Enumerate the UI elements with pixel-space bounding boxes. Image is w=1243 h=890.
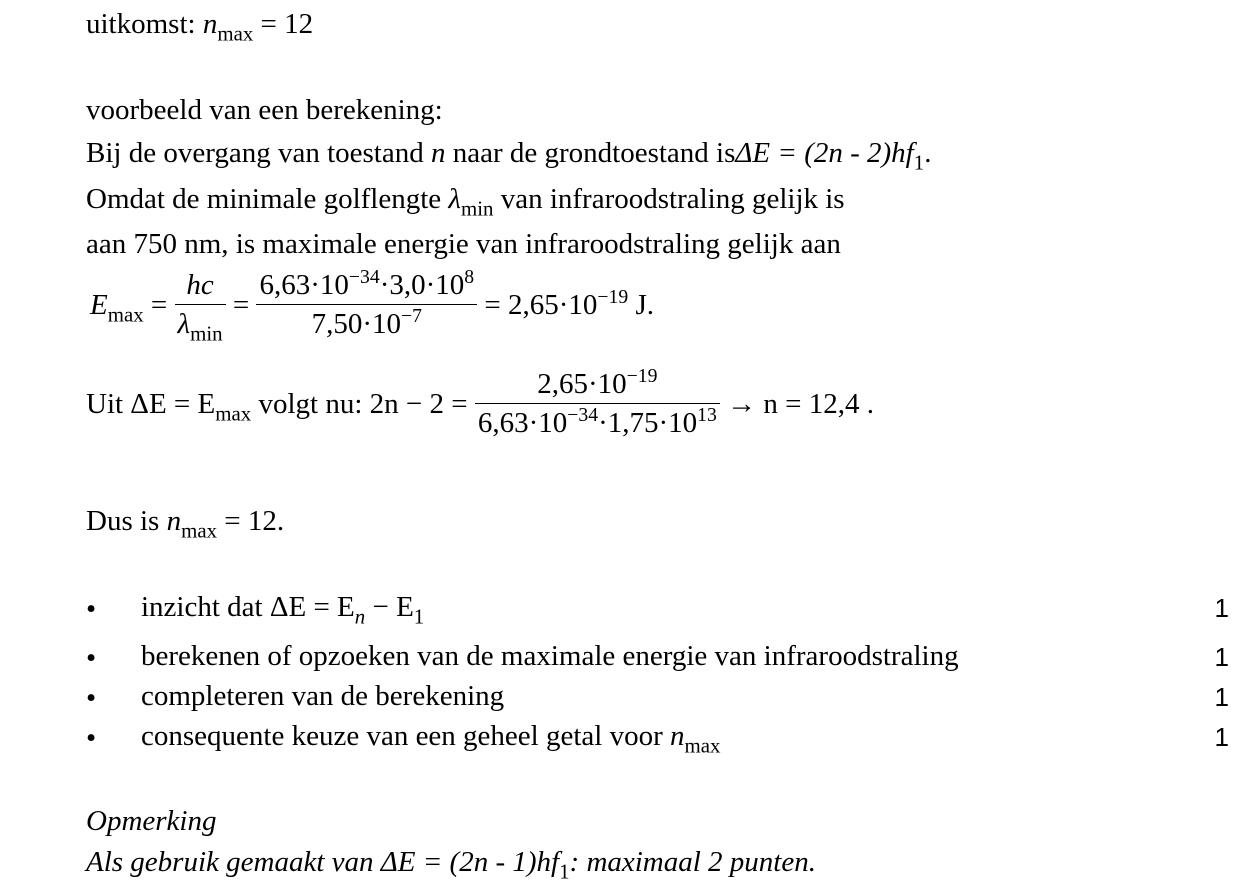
criterion-score: 1 <box>1214 682 1229 712</box>
conclusion-text: Dus is <box>86 505 160 537</box>
criterion-text: completeren van de berekening <box>141 680 505 712</box>
eq2-num: 2,65·10 <box>537 368 627 400</box>
criterion-row <box>0 593 1243 627</box>
conclusion-n: n <box>166 505 182 537</box>
eq2-den-b-exp: 13 <box>697 404 717 427</box>
eq1-result-exp: −19 <box>597 285 629 308</box>
eq2-mid: volgt nu: <box>258 387 363 420</box>
bullet-icon: • <box>86 722 97 754</box>
criterion-row <box>0 682 1243 716</box>
eq1-frac1-den: λ <box>177 308 191 340</box>
line1-formula: ΔE = (2n - 2)hf <box>735 137 914 169</box>
equation-energy: $E_{max}$ = $\frac{hc}{\lambda_{min}}$ = $\frac{6,63\cdot 10^{-34}\cdot 3,0\cdot 10^8}{7,50\cdot 10^{-7}}$ = $2,65\cdot 10^{-19}$ J. <box>90 266 655 346</box>
line1-n: n <box>430 137 446 169</box>
eq1-num-b: ·3,0·10 <box>379 269 465 301</box>
remark-text-b: : maximaal 2 punten. <box>569 846 816 878</box>
bullet-icon: • <box>86 682 97 714</box>
example-heading: voorbeeld van een berekening: <box>86 94 443 126</box>
criterion-score: 1 <box>1214 722 1229 752</box>
example-line-2 <box>86 183 845 221</box>
criterion-score: 1 <box>1214 642 1229 672</box>
bullet-icon: • <box>86 593 97 625</box>
criterion-row <box>0 642 1243 676</box>
eq1-num-a-exp: −34 <box>348 266 380 289</box>
result-n-sub: max <box>217 21 254 46</box>
eq1-unit: J. <box>635 288 655 321</box>
line2-sub: min <box>460 196 494 221</box>
example-line-1 <box>86 137 932 175</box>
result-label: uitkomst: <box>86 8 196 40</box>
conclusion-value: = 12. <box>224 505 285 537</box>
bullet-icon: • <box>86 642 97 674</box>
conclusion-sub: max <box>181 518 218 543</box>
remark-sub: 1 <box>559 859 570 884</box>
conclusion-line <box>86 505 285 543</box>
eq1-num-a: 6,63·10 <box>259 269 349 301</box>
criterion-text: inzicht dat $\Delta E = E_n - E_1$ <box>141 591 425 629</box>
eq1-fraction-2 <box>256 266 477 340</box>
line1-text: Bij de overgang van toestand <box>86 137 424 169</box>
eq2-num-exp: −19 <box>626 365 658 388</box>
eq1-fraction-1 <box>175 269 226 346</box>
eq2-result: → n = 12,4 . <box>727 387 874 420</box>
criterion-text: berekenen of opzoeken van de maximale energie van infraroodstraling <box>141 640 959 672</box>
equation-n <box>86 365 874 439</box>
remark-text <box>86 846 816 884</box>
result-n: n <box>202 8 218 40</box>
eq2-den-b: ·1,75·10 <box>598 407 698 439</box>
eq2-lhs: 2n − 2 = <box>369 387 468 420</box>
eq2-fraction <box>475 365 720 439</box>
eq1-den-exp: −7 <box>401 305 422 328</box>
line1-end: . <box>924 137 932 169</box>
criterion-row <box>0 722 1243 756</box>
eq2-prefix: Uit ΔE = E <box>86 387 216 420</box>
remark-text-a: Als gebruik gemaakt van ΔE = (2n - 1)hf <box>86 846 560 878</box>
criterion-text: consequente keuze van een geheel getal voor $n_{max}$ <box>141 720 721 758</box>
criterion-score: 1 <box>1214 593 1229 623</box>
eq1-lhs: E <box>90 288 108 321</box>
line2-text: Omdat de minimale golflengte <box>86 183 442 215</box>
line1-sub: 1 <box>913 150 925 175</box>
eq1-frac1-num: hc <box>186 269 214 301</box>
line1-mid: naar de grondtoestand is <box>452 137 736 169</box>
line2-end: van infraroodstraling gelijk is <box>500 183 845 215</box>
line2-lambda: λ <box>448 183 461 215</box>
example-line-3: aan 750 nm, is maximale energie van infraroodstraling gelijk aan <box>86 228 841 260</box>
eq1-lhs-sub: max <box>107 301 144 326</box>
result-value: = 12 <box>260 8 314 40</box>
eq1-result: = 2,65·10 <box>484 288 598 321</box>
eq1-num-b-exp: 8 <box>464 266 475 289</box>
result-line <box>86 8 314 46</box>
eq2-prefix-sub: max <box>215 400 252 425</box>
eq1-frac1-den-sub: min <box>190 321 223 346</box>
eq1-den: 7,50·10 <box>311 308 401 340</box>
eq2-den-a: 6,63·10 <box>477 407 568 439</box>
remark-title: Opmerking <box>86 805 217 837</box>
eq2-den-a-exp: −34 <box>567 404 599 427</box>
